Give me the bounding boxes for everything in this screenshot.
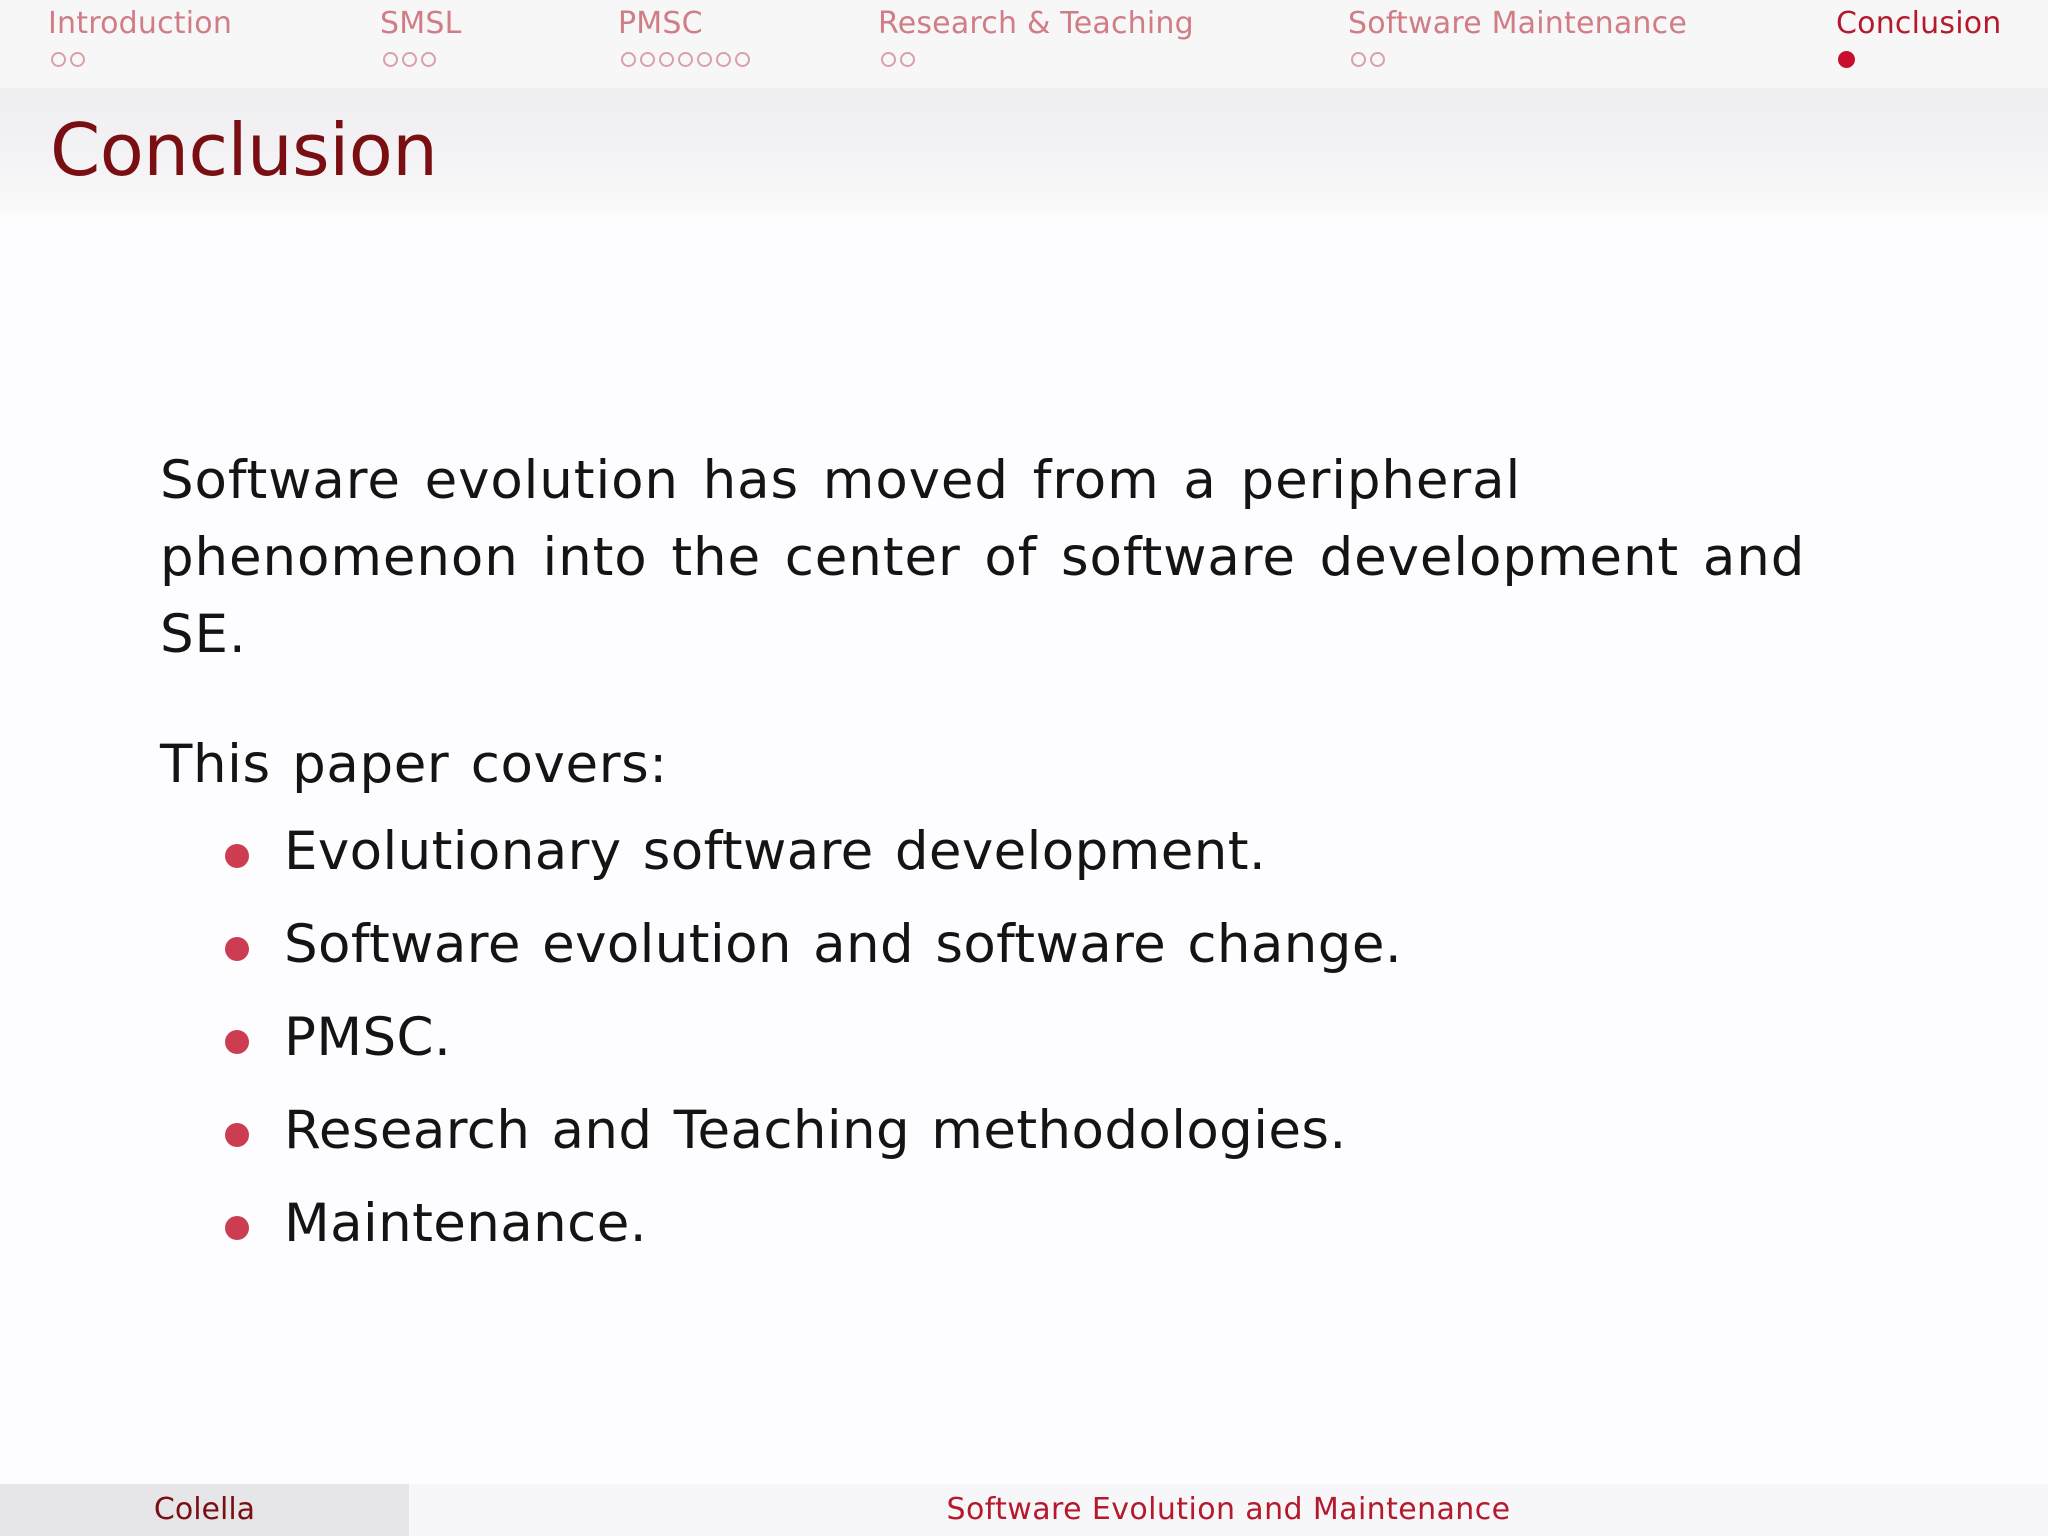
subsection-dot[interactable] [383,52,398,67]
list-item-text: Software evolution and software change. [284,914,1403,975]
nav-section-label[interactable]: Introduction [48,6,233,41]
nav-section-label[interactable]: Software Maintenance [1348,6,1687,41]
bullet-icon [225,1030,249,1054]
list-item [160,906,1880,999]
list-item [160,1185,1880,1278]
subsection-dots [621,52,754,72]
subsection-dot[interactable] [900,52,915,67]
subsection-dots [1838,51,1859,71]
nav-section-label[interactable]: PMSC [618,6,703,41]
footer-presentation-title: Software Evolution and Maintenance [946,1492,1511,1527]
subsection-dots [1351,52,1389,72]
subsection-dot[interactable] [881,52,896,67]
bullet-icon [225,937,249,961]
list-item-text: Research and Teaching methodologies. [284,1100,1347,1161]
covers-heading: This paper covers: [160,734,668,795]
list-item [160,999,1880,1092]
slide-body [160,442,1880,1278]
subsection-dot[interactable] [659,52,674,67]
subsection-dot[interactable] [1351,52,1366,67]
frame-title: Conclusion [50,108,438,192]
slide-footer [0,1484,2048,1536]
footer-author-panel [0,1484,409,1536]
subsection-dot[interactable] [697,52,712,67]
subsection-dot[interactable] [678,52,693,67]
subsection-dot[interactable] [735,52,750,67]
list-item-text: Maintenance. [284,1193,647,1254]
subsection-dot[interactable] [421,52,436,67]
list-item-text: PMSC. [284,1007,452,1068]
bullet-icon [225,844,249,868]
intro-paragraph: Software evolution has moved from a peripheral phenomenon into the center of software development and SE. [160,450,1806,665]
nav-section-label[interactable]: SMSL [380,6,462,41]
subsection-dot[interactable] [402,52,417,67]
current-subsection-dot[interactable] [1838,51,1855,68]
bullet-icon [225,1216,249,1240]
footer-author: Colella [153,1492,256,1527]
subsection-dot[interactable] [640,52,655,67]
list-item-text: Evolutionary software development. [284,821,1267,882]
bullet-icon [225,1123,249,1147]
frame-title-bar [0,88,2048,214]
list-item [160,1092,1880,1185]
subsection-dots [51,52,89,72]
subsection-dots [881,52,919,72]
section-navigation-bar [0,0,2048,88]
list-item [160,813,1880,906]
subsection-dot[interactable] [70,52,85,67]
subsection-dot[interactable] [1370,52,1385,67]
nav-section-label[interactable]: Conclusion [1836,6,2002,41]
subsection-dot[interactable] [716,52,731,67]
nav-section-label[interactable]: Research & Teaching [878,6,1194,41]
topic-list [160,813,1880,1278]
subsection-dot[interactable] [621,52,636,67]
subsection-dot[interactable] [51,52,66,67]
subsection-dots [383,52,440,72]
